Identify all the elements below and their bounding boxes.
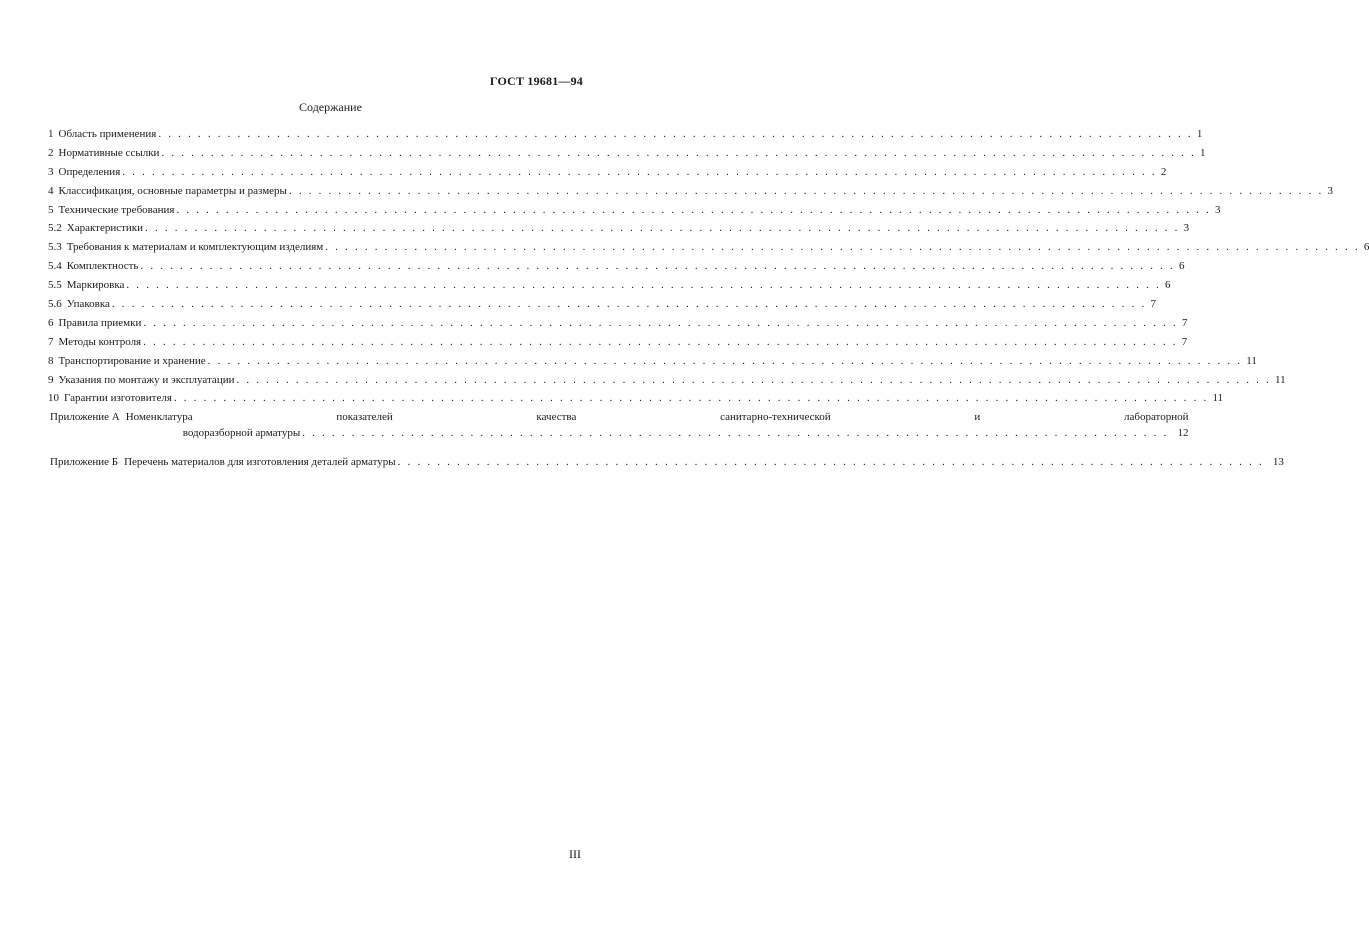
toc-entry-label: Характеристики: [66, 222, 144, 235]
appendix-prefix: Приложение А: [50, 411, 120, 424]
toc-entry-label: Методы контроля: [58, 335, 142, 348]
toc-entry-label: Указания по монтажу и эксплуатации: [58, 373, 235, 386]
toc-entry-number: 9: [48, 373, 54, 386]
toc-entry-page: 6: [1178, 260, 1185, 273]
dot-leader: [143, 316, 1178, 331]
toc-entry-label: Нормативные ссылки: [58, 146, 160, 159]
dot-leader: [126, 278, 1161, 293]
dot-leader: [398, 455, 1264, 470]
toc-entry-page: 1: [1196, 128, 1203, 140]
toc-entry-label: Правила приемки: [58, 316, 142, 329]
toc-entry-page: 1: [1200, 146, 1206, 159]
toc-entry-9[interactable]: [48, 373, 1286, 388]
dot-leader: [236, 373, 1271, 388]
toc-appendix-b[interactable]: [48, 455, 1284, 470]
toc-entry-7[interactable]: [48, 335, 1188, 350]
dot-leader: [143, 335, 1178, 350]
toc-entry-label: Комплектность: [66, 260, 139, 273]
toc-entry-page: 7: [1150, 298, 1156, 311]
toc-entry-page: 6: [1164, 279, 1171, 292]
toc-entry-5-2[interactable]: [48, 221, 1190, 236]
dot-leader: [325, 240, 1360, 255]
dot-leader: [176, 203, 1211, 218]
dot-leader: [140, 259, 1175, 274]
toc-entry-number: 7: [48, 335, 54, 348]
dot-leader: [208, 354, 1243, 369]
toc-entry-page: 2: [1160, 165, 1167, 178]
appendix-title-line2: водоразборной арматуры: [182, 427, 301, 440]
toc-entry-page: 7: [1181, 316, 1188, 329]
toc-entry-2[interactable]: [48, 146, 1206, 161]
toc-entry-page: 11: [1246, 354, 1257, 367]
toc-entry-number: 5: [48, 203, 54, 216]
toc-entry-number: 8: [48, 354, 54, 367]
toc-entry-1[interactable]: [48, 127, 1203, 142]
toc-entry-label: Классификация, основные параметры и размеры: [58, 184, 287, 197]
toc-entry-number: 2: [48, 146, 54, 159]
toc-entry-number: 5.3: [48, 241, 62, 254]
appendix-title: Перечень материалов для изготовления деталей арматуры: [124, 456, 396, 469]
toc-entry-number: 5.4: [48, 260, 62, 273]
toc-entry-10[interactable]: [48, 391, 1224, 406]
toc-entry-5-3[interactable]: [48, 240, 1369, 255]
dot-leader: [289, 184, 1324, 199]
toc-entry-number: 5.2: [48, 222, 62, 235]
toc-entry-label: Определения: [58, 165, 121, 178]
toc-entry-label: Упаковка: [66, 298, 110, 311]
toc-entry-page: 3: [1215, 203, 1221, 216]
toc-entry-number: 5.5: [48, 279, 62, 292]
dot-leader: [122, 165, 1157, 180]
toc-entry-label: Маркировка: [66, 279, 125, 292]
toc-entry-page: 11: [1275, 373, 1286, 386]
toc-entry-5-6[interactable]: [48, 297, 1156, 312]
toc-entry-page: 7: [1181, 335, 1188, 348]
dot-leader: [174, 391, 1209, 406]
toc-entry-page: 11: [1212, 392, 1224, 405]
toc-entry-5[interactable]: [48, 203, 1221, 218]
toc-entry-label: Область применения: [58, 128, 157, 140]
table-of-contents: [48, 127, 1369, 484]
toc-entry-5-4[interactable]: [48, 259, 1185, 274]
toc-entry-page: 6: [1363, 241, 1369, 254]
toc-entry-4[interactable]: [48, 184, 1333, 199]
toc-entry-number: 4: [48, 184, 54, 197]
dot-leader: [112, 297, 1147, 312]
toc-entry-label: Гарантии изготовителя: [64, 392, 172, 405]
dot-leader: [161, 146, 1196, 161]
toc-title: Содержание: [299, 100, 362, 114]
toc-entry-page: 12: [1177, 427, 1189, 440]
toc-entry-number: 5.6: [48, 298, 62, 311]
appendix-title-line1: Номенклатура показателей качества санитарно-технической и лабораторной: [125, 411, 1189, 424]
dot-leader: [302, 426, 1168, 441]
toc-entry-3[interactable]: [48, 165, 1167, 180]
dot-leader: [145, 221, 1180, 236]
toc-entry-label: Технические требования: [58, 203, 175, 216]
toc-entry-number: 6: [48, 316, 54, 329]
toc-entry-page: 3: [1183, 222, 1190, 235]
toc-entry-number: 10: [48, 392, 59, 405]
toc-entry-label: Транспортирование и хранение: [58, 354, 206, 367]
toc-entry-5-5[interactable]: [48, 278, 1171, 293]
toc-entry-page: 13: [1272, 456, 1284, 469]
dot-leader: [158, 127, 1193, 142]
appendix-prefix: Приложение Б: [50, 456, 119, 469]
toc-entry-6[interactable]: [48, 316, 1188, 331]
toc-appendix-a[interactable]: [48, 410, 1189, 441]
toc-entry-8[interactable]: [48, 354, 1257, 369]
document-code: ГОСТ 19681—94: [489, 74, 583, 88]
page-number: III: [569, 847, 581, 861]
toc-entry-number: 1: [48, 128, 54, 140]
toc-entry-label: Требования к материалам и комплектующим изделиям: [66, 241, 324, 254]
toc-entry-page: 3: [1327, 184, 1333, 197]
toc-entry-number: 3: [48, 165, 54, 178]
